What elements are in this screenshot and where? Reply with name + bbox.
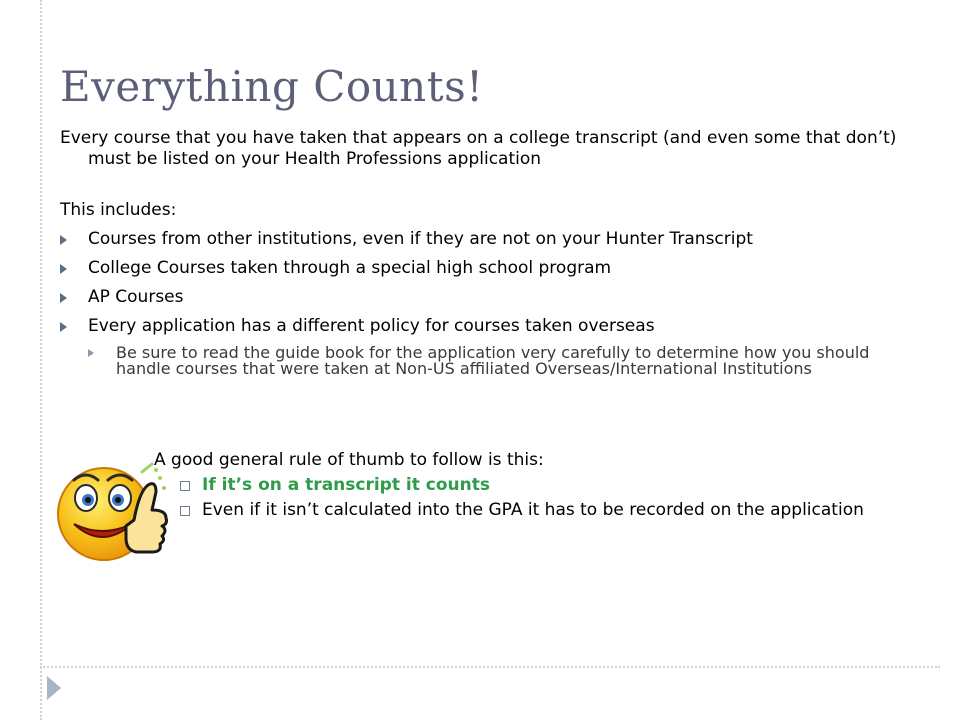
spacer (60, 170, 920, 200)
sub-bullet-text: Be sure to read the guide book for the application very carefully to determine how you should handle courses that were taken at Non-US affiliated Overseas/International Institutions (116, 343, 870, 378)
rule-of-thumb-block (154, 450, 914, 521)
bullet-text: Courses from other institutions, even if they are not on your Hunter Transcript (88, 229, 753, 249)
triangle-bullet-icon (60, 235, 67, 245)
sub-bullet-item (88, 345, 920, 377)
slide-title: Everything Counts! (60, 62, 484, 111)
square-bullet-icon (180, 506, 190, 516)
bullet-text: College Courses taken through a special high school program (88, 258, 612, 278)
bullet-item (60, 229, 920, 250)
bullet-text: Every application has a different policy for courses taken overseas (88, 316, 655, 336)
rule-intro: A good general rule of thumb to follow is this: (154, 450, 544, 470)
rule-item-text: If it’s on a transcript it counts (202, 475, 490, 495)
corner-arrow-icon (47, 676, 61, 700)
includes-label: This includes: (60, 200, 177, 220)
bullet-item (60, 316, 920, 337)
rule-item (180, 500, 914, 521)
triangle-bullet-icon (60, 322, 67, 332)
slide-frame-left (40, 0, 42, 720)
slide-top-band (0, 0, 960, 40)
rule-item-highlight (180, 475, 914, 496)
triangle-bullet-icon (60, 293, 67, 303)
bullet-text: AP Courses (88, 287, 184, 307)
bullet-item (60, 287, 920, 308)
triangle-bullet-icon (88, 349, 94, 357)
rule-item-text: Even if it isn’t calculated into the GPA it has to be recorded on the application (202, 500, 864, 520)
intro-paragraph: Every course that you have taken that appears on a college transcript (and even some that don’t) must be listed on your Health Professions application (60, 128, 897, 169)
slide-frame-bottom (40, 666, 940, 668)
triangle-bullet-icon (60, 264, 67, 274)
square-bullet-icon (180, 481, 190, 491)
bullet-item (60, 258, 920, 279)
slide-body (60, 128, 920, 377)
